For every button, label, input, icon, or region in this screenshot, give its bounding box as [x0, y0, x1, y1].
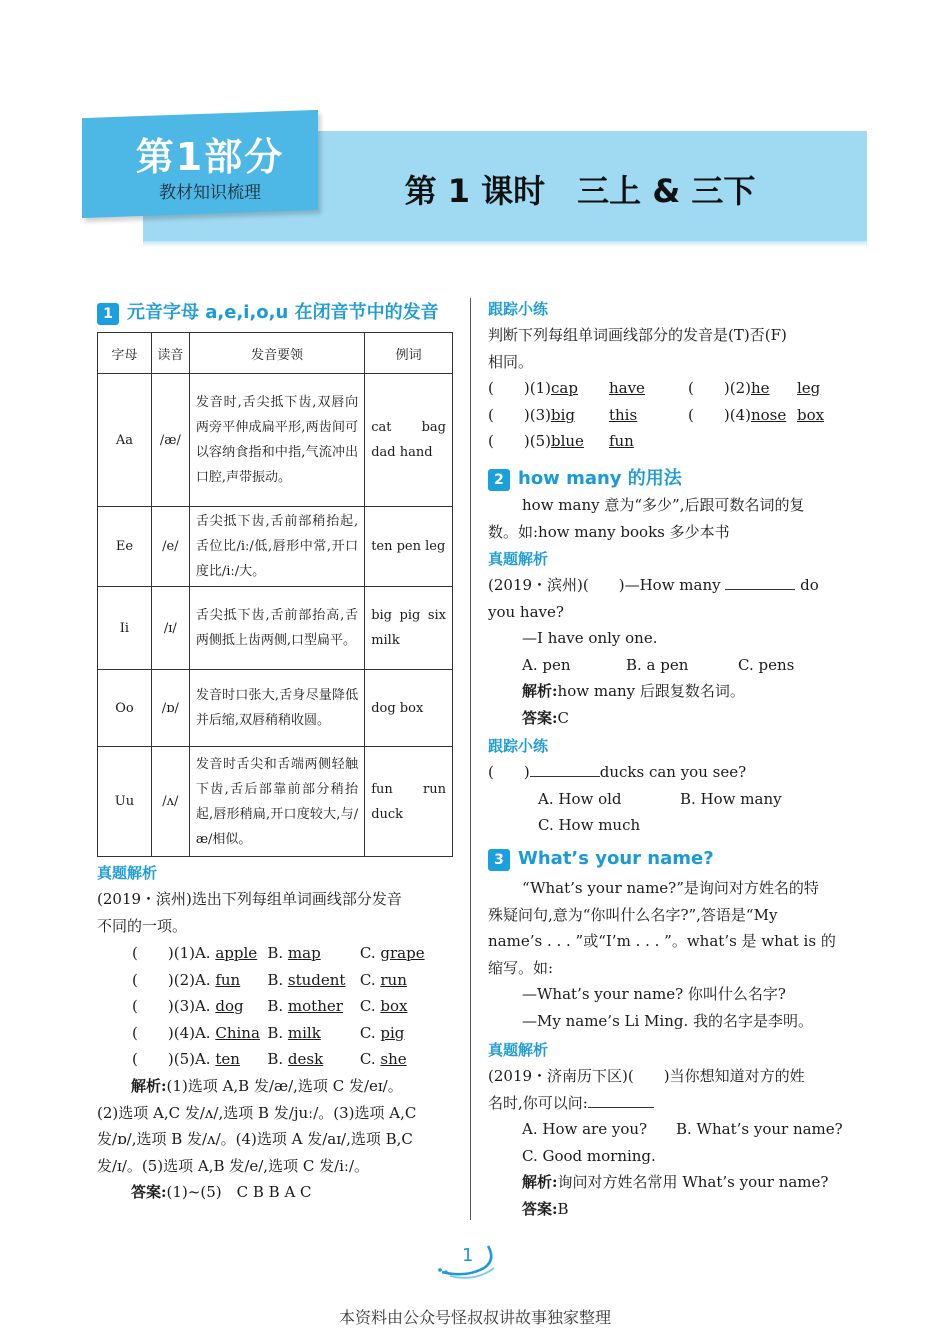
word: blue — [550, 432, 584, 450]
letter-cell: Aa — [98, 374, 152, 507]
option: A. How are you? — [522, 1120, 648, 1138]
section2-heading — [488, 464, 682, 491]
section1-number: 1 — [97, 303, 119, 325]
section1-heading — [97, 298, 439, 325]
exam-text: (2019・滨州)( )—How many — [488, 576, 721, 594]
sound-cell: /e/ — [151, 507, 189, 587]
practice-row: ( )(3)big this ( )(4)nose box — [488, 402, 850, 429]
option: A. How old — [538, 789, 622, 808]
option-b: desk — [287, 1050, 324, 1068]
table-header: 字母 — [98, 333, 152, 374]
analysis-text: (1)选项 A,B 发/æ/,选项 C 发/eɪ/。 — [166, 1077, 403, 1095]
section2-number: 2 — [488, 469, 510, 491]
sound-cell: /ɒ/ — [151, 670, 189, 747]
sound-cell: /ʌ/ — [151, 747, 189, 857]
answer-blank — [588, 1107, 654, 1108]
answer-blank — [530, 776, 600, 777]
exam-head-2: 真题解析 — [488, 550, 549, 568]
option: B. How many — [680, 789, 782, 808]
exam-question-line: 不同的一项。 — [97, 916, 188, 935]
section3-number: 3 — [488, 849, 510, 871]
sound-cell: /ɪ/ — [151, 587, 189, 670]
analysis-text: (2)选项 A,C 发/ʌ/,选项 B 发/juː/。(3)选项 A,C — [97, 1103, 417, 1122]
exam-item: ( )(4)A. China B. milk C. pig — [132, 1020, 462, 1047]
exam-items-1 — [132, 940, 462, 1073]
table-row — [98, 374, 453, 507]
section1-title: 元音字母 a,e,i,o,u 在闭音节中的发音 — [127, 302, 439, 323]
option-c: pig — [380, 1023, 405, 1042]
answer-text: B — [557, 1199, 569, 1218]
analysis-label: 解析: — [131, 1077, 167, 1095]
practice-row: ( )(1)cap have ( )(2)he leg — [488, 375, 850, 402]
practice-1 — [488, 322, 850, 455]
word: fun — [608, 432, 634, 450]
exam-item: ( )(5)A. ten B. desk C. she — [132, 1046, 462, 1073]
letter-cell: Oo — [98, 670, 152, 747]
vowel-table — [97, 332, 453, 857]
body-text: —What’s your name? 你叫什么名字? — [522, 985, 786, 1003]
option-b: map — [287, 944, 321, 962]
word: have — [608, 379, 645, 397]
option-a: dog — [215, 997, 244, 1015]
table-header: 例词 — [365, 333, 453, 374]
option: B. What’s your name? — [676, 1120, 843, 1138]
option-c: grape — [380, 944, 425, 962]
practice-text: 判断下列每组单词画线部分的发音是(T)否(F) — [488, 326, 787, 344]
letter-cell: Ii — [98, 587, 152, 670]
method-cell: 舌尖抵下齿,舌前部稍抬起,舌位比/iː/低,唇形中常,开口度比/iː/大。 — [189, 507, 364, 587]
option-b: milk — [287, 1023, 321, 1042]
answer-label: 答案: — [131, 1183, 167, 1201]
answer-text: (1)~(5) C B B A C — [166, 1183, 312, 1201]
footer-note: 本资料由公众号怪叔叔讲故事独家整理 — [338, 1308, 611, 1327]
option: C. How much — [538, 816, 641, 834]
exam-question-line: (2019・滨州)选出下列每组单词画线部分发音 — [97, 890, 402, 908]
letter-cell: Ee — [98, 507, 152, 587]
analysis-text: 发/ɒ/,选项 B 发/ʌ/。(4)选项 A 发/aɪ/,选项 B,C — [97, 1130, 413, 1148]
option-c: box — [380, 997, 408, 1015]
body-text: “What’s your name?”是询问对方姓名的特 — [522, 879, 819, 897]
page-number: 1 — [462, 1245, 474, 1266]
table-row — [98, 507, 453, 587]
option-b: student — [287, 970, 346, 989]
method-cell: 发音时,舌尖抵下齿,双唇向两旁平伸成扁平形,两齿间可以容纳食指和中指,气流冲出口腔,声带振动。 — [189, 374, 364, 507]
analysis-text: how many 后跟复数名词。 — [557, 682, 745, 700]
body-text: name’s . . . ”或“I’m . . . ”。what’s 是 what is 的 — [488, 932, 836, 950]
section2-body — [488, 492, 850, 545]
exam-text: do — [800, 576, 819, 594]
answer-text: C — [557, 708, 570, 727]
exam-question-1 — [97, 886, 457, 939]
examples-cell: dog box — [365, 670, 453, 747]
analysis-label: 解析: — [522, 682, 558, 700]
body-text: 殊疑问句,意为“你叫什么名字?”,答语是“My — [488, 905, 778, 924]
word: nose — [750, 405, 787, 424]
answer-label: 答案: — [522, 708, 558, 727]
exam-head-3: 真题解析 — [488, 1041, 549, 1059]
body-text: how many 意为“多少”,后跟可数名词的复 — [522, 496, 805, 514]
option-c: run — [380, 970, 407, 989]
word: big — [550, 405, 575, 424]
option-a: fun — [215, 970, 241, 989]
body-text: 数。如:how many books 多少本书 — [488, 522, 730, 541]
practice-text: 相同。 — [488, 352, 534, 371]
option-a: ten — [215, 1050, 240, 1068]
part-title: 第1部分 — [135, 135, 285, 179]
body-text: 缩写。如: — [488, 958, 554, 977]
option-b: mother — [287, 997, 343, 1015]
option-a: China — [215, 1023, 260, 1042]
practice-text: ( ) — [488, 763, 530, 781]
word: this — [608, 405, 638, 424]
practice-row: ( )(5)blue fun — [488, 428, 850, 455]
lesson-title: 第 1 课时 三上 & 三下 — [404, 172, 756, 210]
examples-cell: fun run duck — [365, 747, 453, 857]
section3-title: What’s your name? — [518, 848, 714, 869]
sound-cell: /æ/ — [151, 374, 189, 507]
exam-head-1: 真题解析 — [97, 864, 158, 882]
exam-text: (2019・济南历下区)( )当你想知道对方的姓 — [488, 1067, 805, 1085]
exam-item: ( )(3)A. dog B. mother C. box — [132, 993, 462, 1020]
part-subtitle: 教材知识梳理 — [159, 183, 261, 203]
table-row — [98, 587, 453, 670]
table-header-row — [98, 333, 453, 374]
practice-text: ducks can you see? — [599, 763, 747, 781]
exam-3 — [488, 1063, 850, 1222]
word: he — [750, 379, 770, 397]
option: C. pens — [738, 655, 795, 674]
section3-heading — [488, 848, 714, 871]
examples-cell: ten pen leg — [365, 507, 453, 587]
exam-text: 名时,你可以问: — [488, 1093, 588, 1112]
header-shadow — [143, 241, 867, 247]
exam-item: ( )(1)A. apple B. map C. grape — [132, 940, 462, 967]
letter-cell: Uu — [98, 747, 152, 857]
options-row — [488, 652, 850, 679]
section2-title: how many 的用法 — [518, 468, 682, 489]
examples-cell: big pig six milk — [365, 587, 453, 670]
analysis-text: 发/ɪ/。(5)选项 A,B 发/e/,选项 C 发/iː/。 — [97, 1156, 370, 1175]
option: B. a pen — [626, 655, 689, 674]
word: leg — [796, 379, 821, 397]
practice-2 — [488, 759, 850, 839]
exam-text: you have? — [488, 602, 564, 621]
exam-2 — [488, 572, 850, 731]
examples-cell: cat bag dad hand — [365, 374, 453, 507]
section3-body — [488, 875, 850, 1034]
option-c: she — [380, 1050, 407, 1068]
exam-text: —I have only one. — [522, 629, 658, 647]
answer-blank — [725, 589, 795, 590]
option: C. Good morning. — [522, 1146, 656, 1165]
table-row — [98, 747, 453, 857]
body-text: —My name’s Li Ming. 我的名字是李明。 — [522, 1011, 814, 1030]
option: A. pen — [522, 655, 571, 674]
analysis-1 — [97, 1073, 459, 1206]
answer-label: 答案: — [522, 1199, 558, 1218]
option-a: apple — [215, 944, 258, 962]
method-cell: 发音时舌尖和舌端两侧轻触下齿,舌后部靠前部分稍抬起,唇形稍扁,开口度较大,与/æ/相似。 — [189, 747, 364, 857]
word: box — [796, 405, 825, 424]
table-header: 发音要领 — [189, 333, 364, 374]
exam-item: ( )(2)A. fun B. student C. run — [132, 967, 462, 994]
table-header: 读音 — [151, 333, 189, 374]
practice-head-1: 跟踪小练 — [488, 300, 549, 318]
analysis-label: 解析: — [522, 1173, 558, 1191]
practice-head-2: 跟踪小练 — [488, 737, 549, 755]
word: cap — [550, 379, 578, 397]
column-divider — [470, 298, 471, 1220]
analysis-text: 询问对方姓名常用 What’s your name? — [557, 1173, 829, 1191]
table-row — [98, 670, 453, 747]
method-cell: 发音时口张大,舌身尽量降低并后缩,双唇稍稍收圆。 — [189, 670, 364, 747]
method-cell: 舌尖抵下齿,舌前部抬高,舌两侧抵上齿两侧,口型扁平。 — [189, 587, 364, 670]
